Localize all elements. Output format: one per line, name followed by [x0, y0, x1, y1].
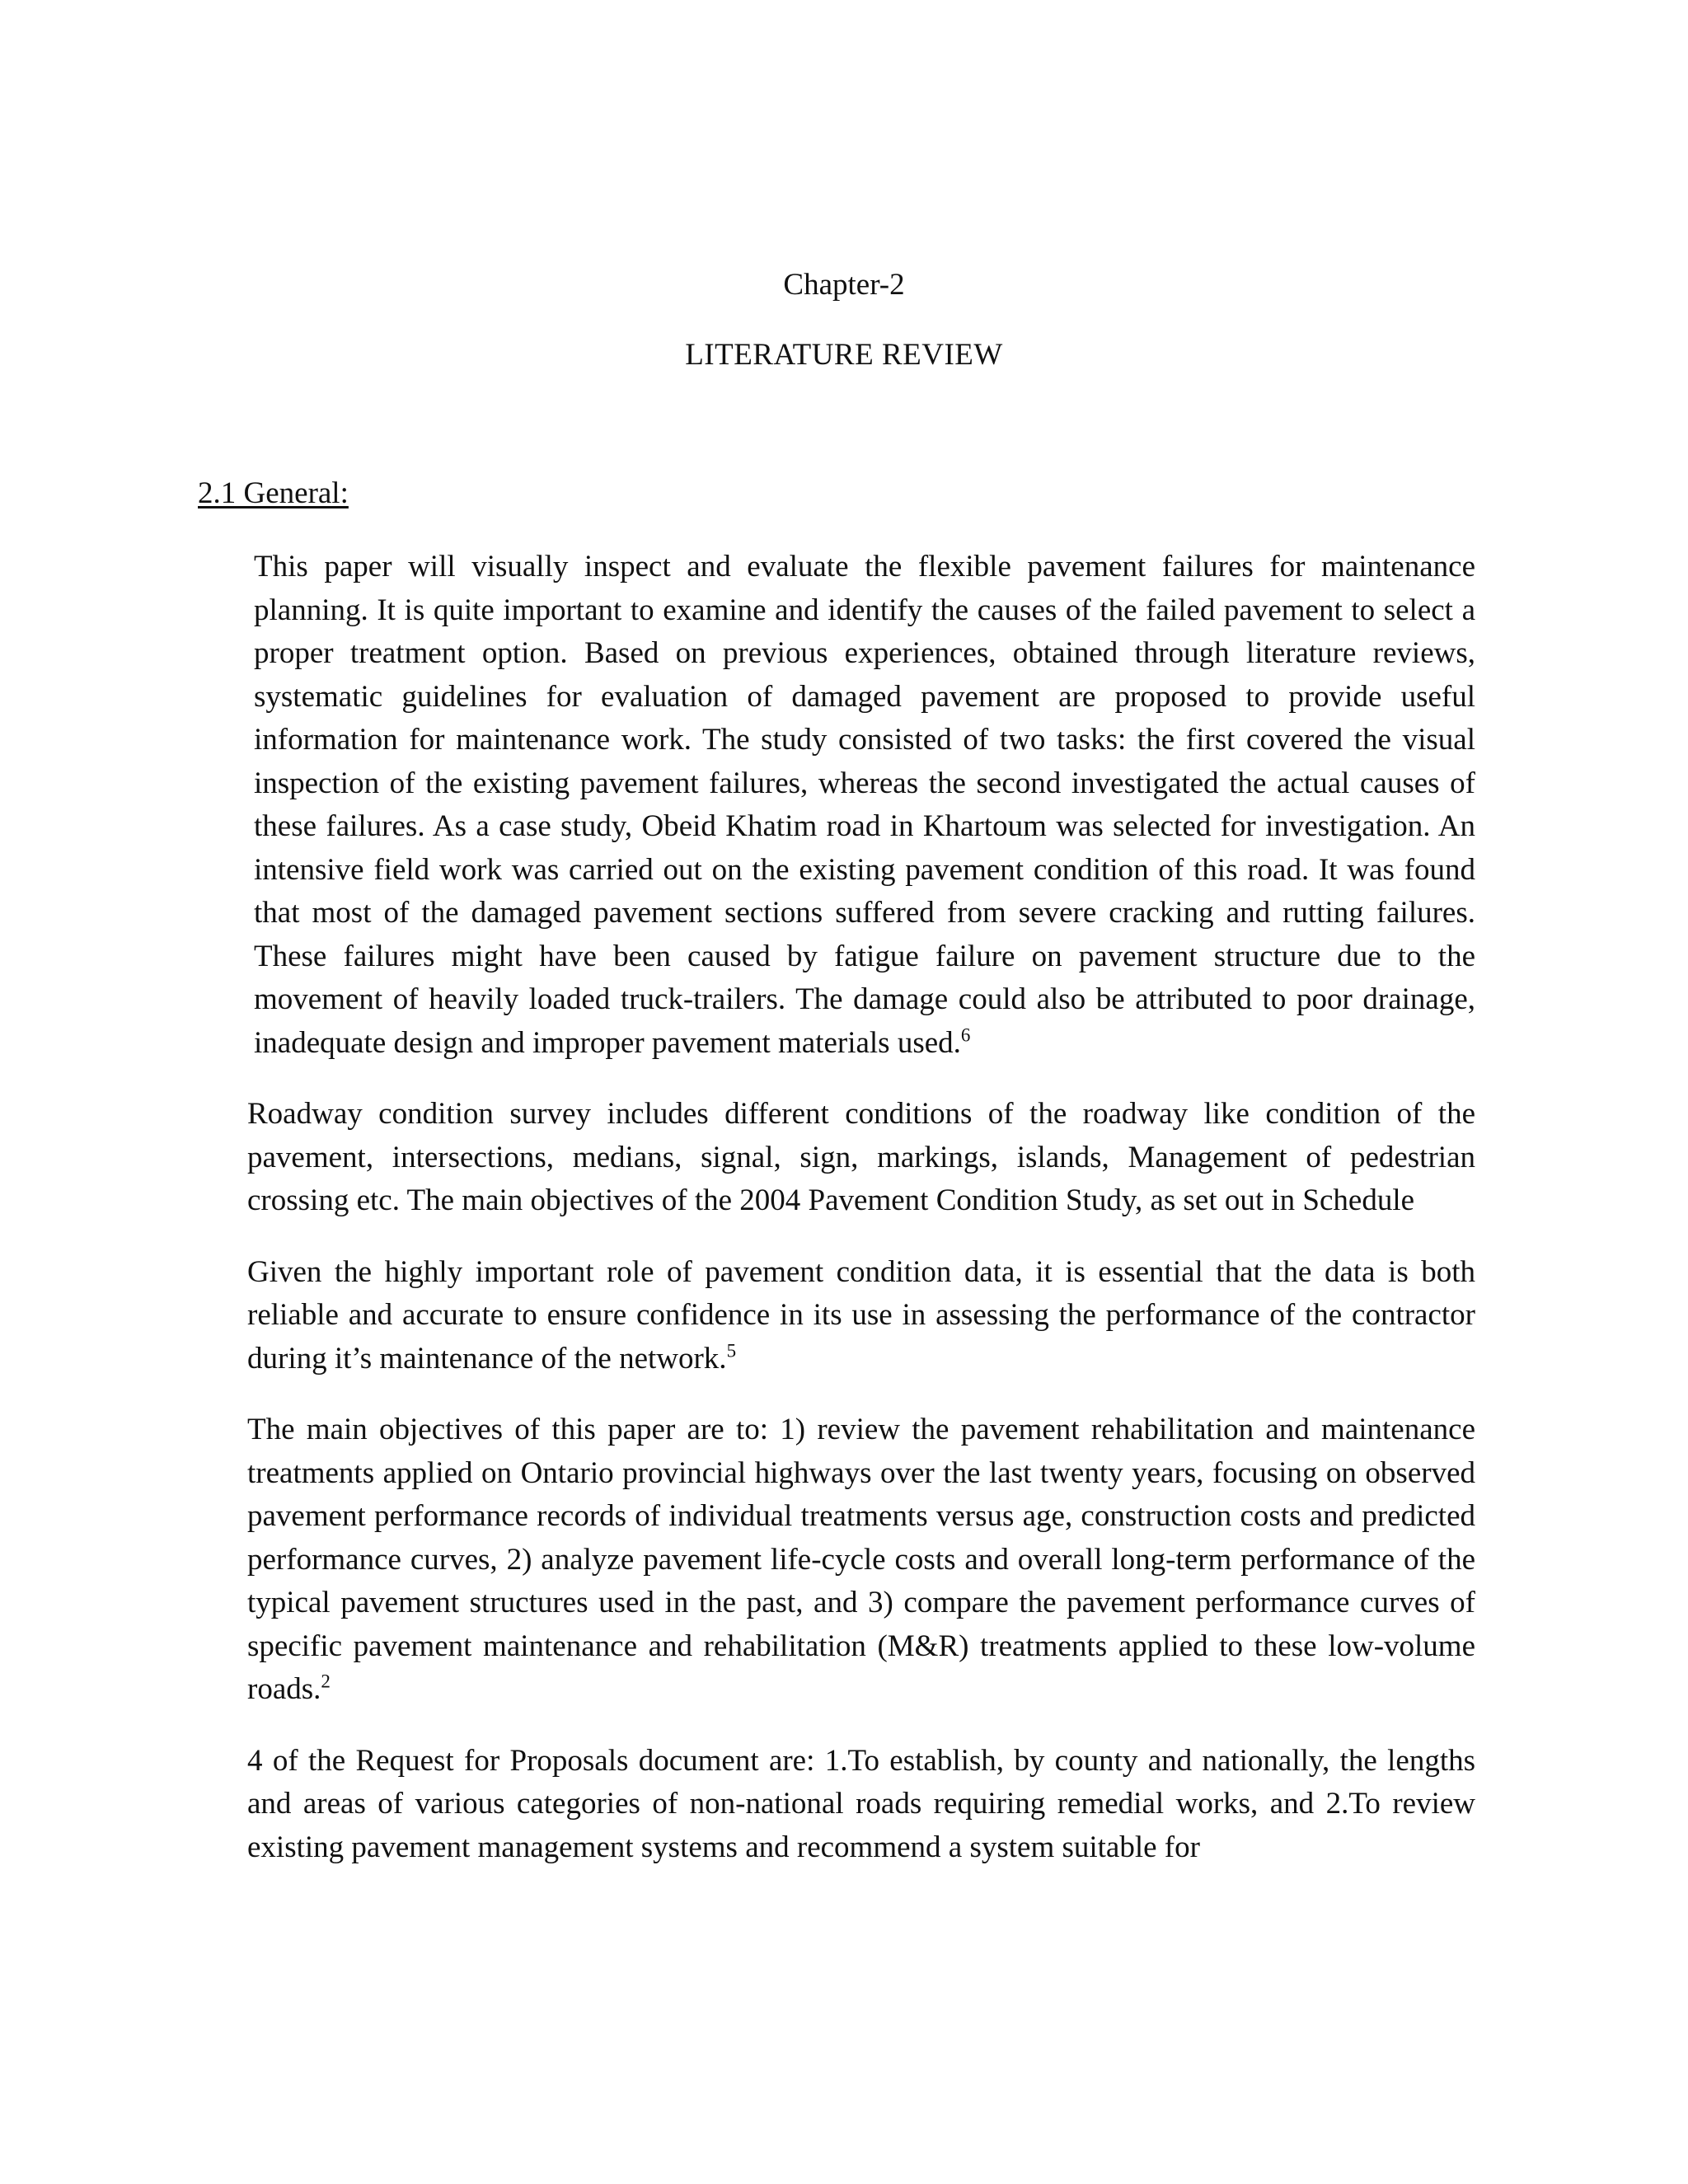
paragraph-5: [247, 1740, 1475, 1870]
paragraph-3-text: Given the highly important role of pavement condition data, it is essential that the data is both reliable and accurate to ensure confidence in its use in assessing the performance of the contractor during it’s maintenance of the network.: [247, 1254, 1475, 1376]
paragraph-1: [247, 546, 1475, 1065]
paragraph-2-text: Roadway condition survey includes different conditions of the roadway like condition of the pavement, intersections, medians, signal, sign, markings, islands, Management of pedestrian crossing etc. The main objectives of the 2004 Pavement Condition Study, as set out in Schedule: [247, 1097, 1475, 1217]
paragraph-3: [247, 1251, 1475, 1381]
paragraph-5-text: 4 of the Request for Proposals document are: 1.To establish, by county and nationally, the lengths and areas of various categories of non-national roads requiring remedial works, and 2.To review existing pavement management systems and recommend a system suitable for: [247, 1743, 1475, 1864]
paragraph-3-reference: 5: [726, 1340, 737, 1361]
chapter-title: LITERATURE REVIEW: [685, 338, 1003, 372]
paragraph-1-text: This paper will visually inspect and evaluate the flexible pavement failures for maintenance planning. It is quite important to examine and identify the causes of the failed pavement to select a proper treatment option. Based on previous experiences, obtained through literature reviews, systematic guidelines for evaluation of damaged pavement are proposed to provide useful information for maintenance work. The study consisted of two tasks: the first covered the visual inspection of the existing pavement failures, whereas the second investigated the actual causes of these failures. As a case study, Obeid Khatim road in Khartoum was selected for investigation. An intensive field work was carried out on the existing pavement condition of this road. It was found that most of the damaged pavement sections suffered from severe cracking and rutting failures. These failures might have been caused by fatigue failure on pavement structure due to the movement of heavily loaded truck-trailers. The damage could also be attributed to poor drainage, inadequate design and improper pavement materials used.: [254, 550, 1475, 1060]
paragraph-1-reference: 6: [960, 1024, 971, 1046]
chapter-label: Chapter-2: [783, 268, 905, 302]
section-heading: 2.1 General:: [198, 476, 349, 510]
paragraph-4-reference: 2: [321, 1671, 331, 1692]
paragraph-2: [247, 1093, 1475, 1223]
body-text: [247, 546, 1475, 1897]
paragraph-4-text: The main objectives of this paper are to: 1) review the pavement rehabilitation and maintenance treatments applied on Ontario provincial highways over the last twenty years, focusing on observed pavement performance records of individual treatments versus age, construction costs and predicted performance curves, 2) analyze pavement life-cycle costs and overall long-term performance of the typical pavement structures used in the past, and 3) compare the pavement performance curves of specific pavement maintenance and rehabilitation (M&R) treatments applied to these low-volume roads.: [247, 1413, 1475, 1706]
paragraph-4: [247, 1408, 1475, 1712]
